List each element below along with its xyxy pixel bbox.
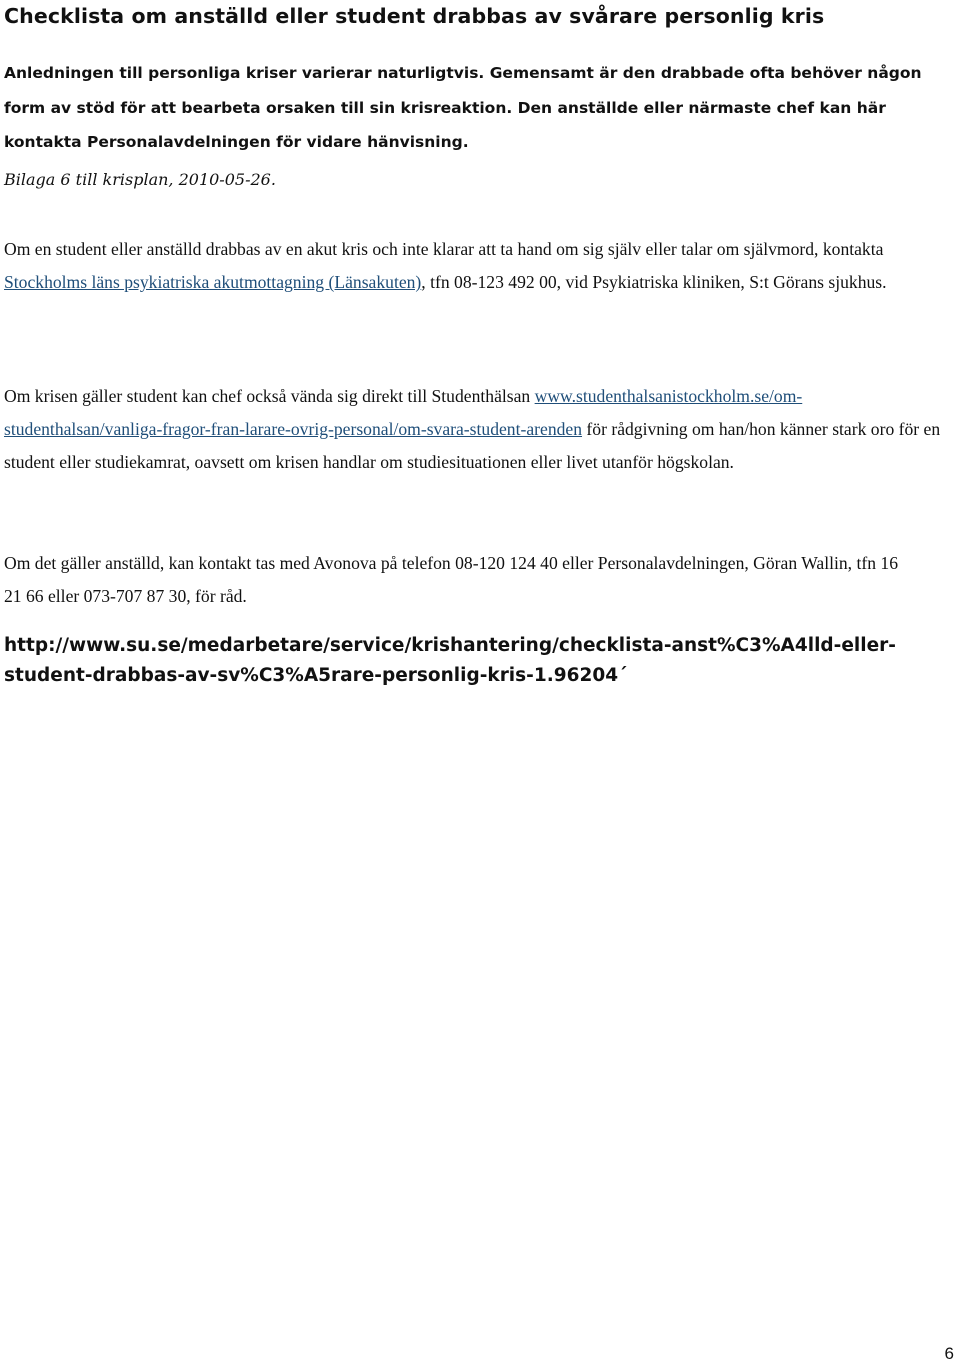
student-health-paragraph	[4, 380, 954, 480]
studenthalsan-link[interactable]: www.studenthalsanistockholm.se/om-studenthalsan/vanliga-fragor-fran-larare-ovrig-personal/om-svara-student-arenden	[4, 386, 803, 440]
student-health-text-before: Om krisen gäller student kan chef också vända sig direkt till Studenthälsan	[4, 386, 535, 406]
appendix-note: Bilaga 6 till krisplan, 2010-05-26.	[4, 170, 276, 189]
student-health-text-after: för rådgivning om han/hon känner stark oro för en student eller studiekamrat, oavsett om krisen handlar om studiesituationen eller livet utanför högskolan.	[4, 419, 941, 473]
source-url: http://www.su.se/medarbetare/service/krishantering/checklista-anst%C3%A4lld-eller-student-drabbas-av-sv%C3%A5rare-personlig-kris-1.96204´	[4, 635, 896, 686]
employee-contact-paragraph: Om det gäller anställd, kan kontakt tas med Avonova på telefon 08-120 124 40 eller Personalavdelningen, Göran Wallin, tfn 16 21 66 eller 073-707 87 30, för råd.	[4, 553, 899, 607]
page-number: 6	[944, 1344, 954, 1363]
lansakuten-link[interactable]: Stockholms läns psykiatriska akutmottagning (Länsakuten)	[4, 272, 422, 293]
intro-paragraph: Anledningen till personliga kriser varierar naturligtvis. Gemensamt är den drabbade ofta behöver någon form av stöd för att bearbeta orsaken till sin krisreaktion. Den anställde eller närmaste chef kan här kontakta Personalavdelningen för vidare hänvisning.	[4, 64, 922, 151]
emergency-text-before: Om en student eller anställd drabbas av en akut kris och inte klarar att ta hand om sig själv eller talar om självmord, kontakta	[4, 239, 884, 259]
document-title: Checklista om anställd eller student drabbas av svårare personlig kris	[4, 4, 825, 28]
emergency-text-after: , tfn 08-123 492 00, vid Psykiatriska kliniken, S:t Görans sjukhus.	[421, 272, 887, 293]
emergency-paragraph	[4, 233, 956, 299]
